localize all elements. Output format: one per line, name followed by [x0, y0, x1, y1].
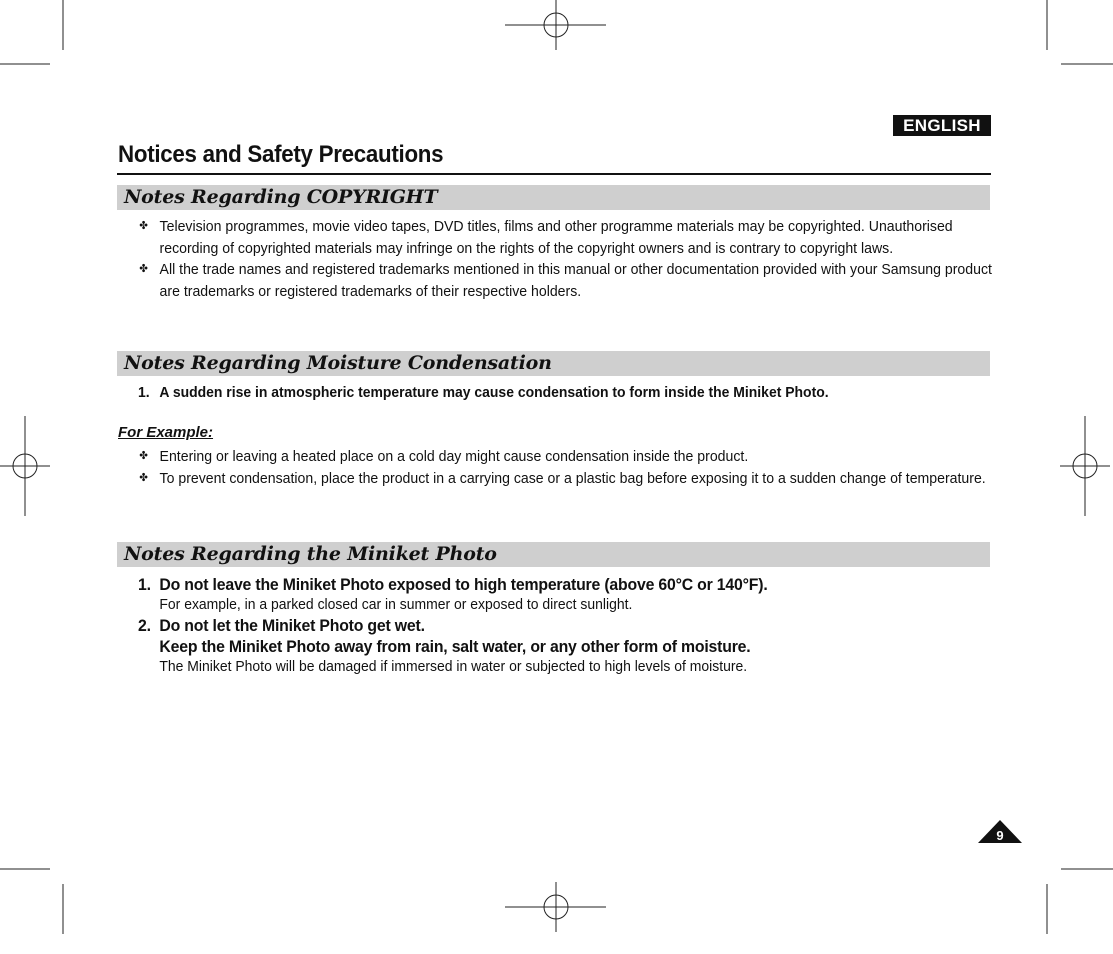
section-heading-moisture	[117, 351, 990, 376]
section-heading-text: Notes Regarding Moisture Condensation	[124, 352, 552, 374]
bullet-icon: ✤	[139, 220, 148, 232]
list-item	[137, 446, 1004, 468]
item-number: 1.	[138, 575, 151, 594]
moisture-numbered-list	[138, 382, 983, 403]
bullet-icon: ✤	[139, 263, 148, 275]
bullet-icon: ✤	[139, 471, 148, 484]
section-heading-text: Notes Regarding COPYRIGHT	[124, 186, 438, 208]
item-heading: Do not leave the Miniket Photo exposed to high temperature (above 60°C or 140°F).	[159, 575, 768, 594]
item-text: For example, in a parked closed car in summer or exposed to direct sunlight.	[159, 596, 633, 613]
page-title: Notices and Safety Precautions	[118, 141, 444, 168]
registration-mark-top	[505, 0, 606, 50]
registration-mark-bottom	[505, 882, 606, 932]
section-heading-text: Notes Regarding the Miniket Photo	[124, 543, 497, 565]
example-bullet-list	[137, 446, 986, 489]
title-rule	[117, 173, 991, 175]
item-text: A sudden rise in atmospheric temperature may cause condensation to form inside the Miniket Photo.	[159, 384, 829, 401]
item-subheading: Keep the Miniket Photo away from rain, salt water, or any other form of moisture.	[159, 637, 751, 656]
list-item	[137, 259, 1004, 302]
list-item	[138, 574, 982, 615]
list-item	[137, 468, 1004, 490]
list-item	[137, 216, 1004, 259]
item-number: 1.	[138, 384, 150, 401]
page-number: 9	[996, 828, 1004, 843]
bullet-text: To prevent condensation, place the product in a carrying case or a plastic bag before exposing it to a sudden change of temperature.	[159, 469, 986, 487]
item-heading: Do not let the Miniket Photo get wet.	[159, 616, 425, 635]
example-label: For Example:	[118, 424, 214, 441]
bullet-text: All the trade names and registered trademarks mentioned in this manual or other documentation provided with your Samsung product are trademarks or registered trademarks of their respective holders.	[159, 261, 992, 300]
list-item	[138, 615, 982, 677]
bullet-text: Television programmes, movie video tapes, DVD titles, films and other programme materials may be copyrighted. Unauthorised recording of copyrighted materials may infringe on the rights of the copyright owners and is contrary to copyright laws.	[159, 218, 953, 257]
copyright-bullet-list	[137, 216, 992, 302]
item-text: The Miniket Photo will be damaged if immersed in water or subjected to high levels of moisture.	[159, 658, 748, 675]
list-item	[138, 382, 1004, 403]
miniket-numbered-list	[138, 574, 982, 677]
item-number: 2.	[138, 616, 151, 635]
section-heading-miniket	[117, 542, 990, 567]
section-heading-copyright	[117, 185, 990, 210]
page-number-badge	[978, 820, 1022, 843]
registration-mark-left	[0, 416, 50, 516]
bullet-icon: ✤	[139, 450, 148, 462]
registration-mark-right	[1060, 416, 1110, 516]
language-badge: ENGLISH	[893, 115, 991, 136]
bullet-text: Entering or leaving a heated place on a cold day might cause condensation inside the product.	[159, 448, 749, 465]
